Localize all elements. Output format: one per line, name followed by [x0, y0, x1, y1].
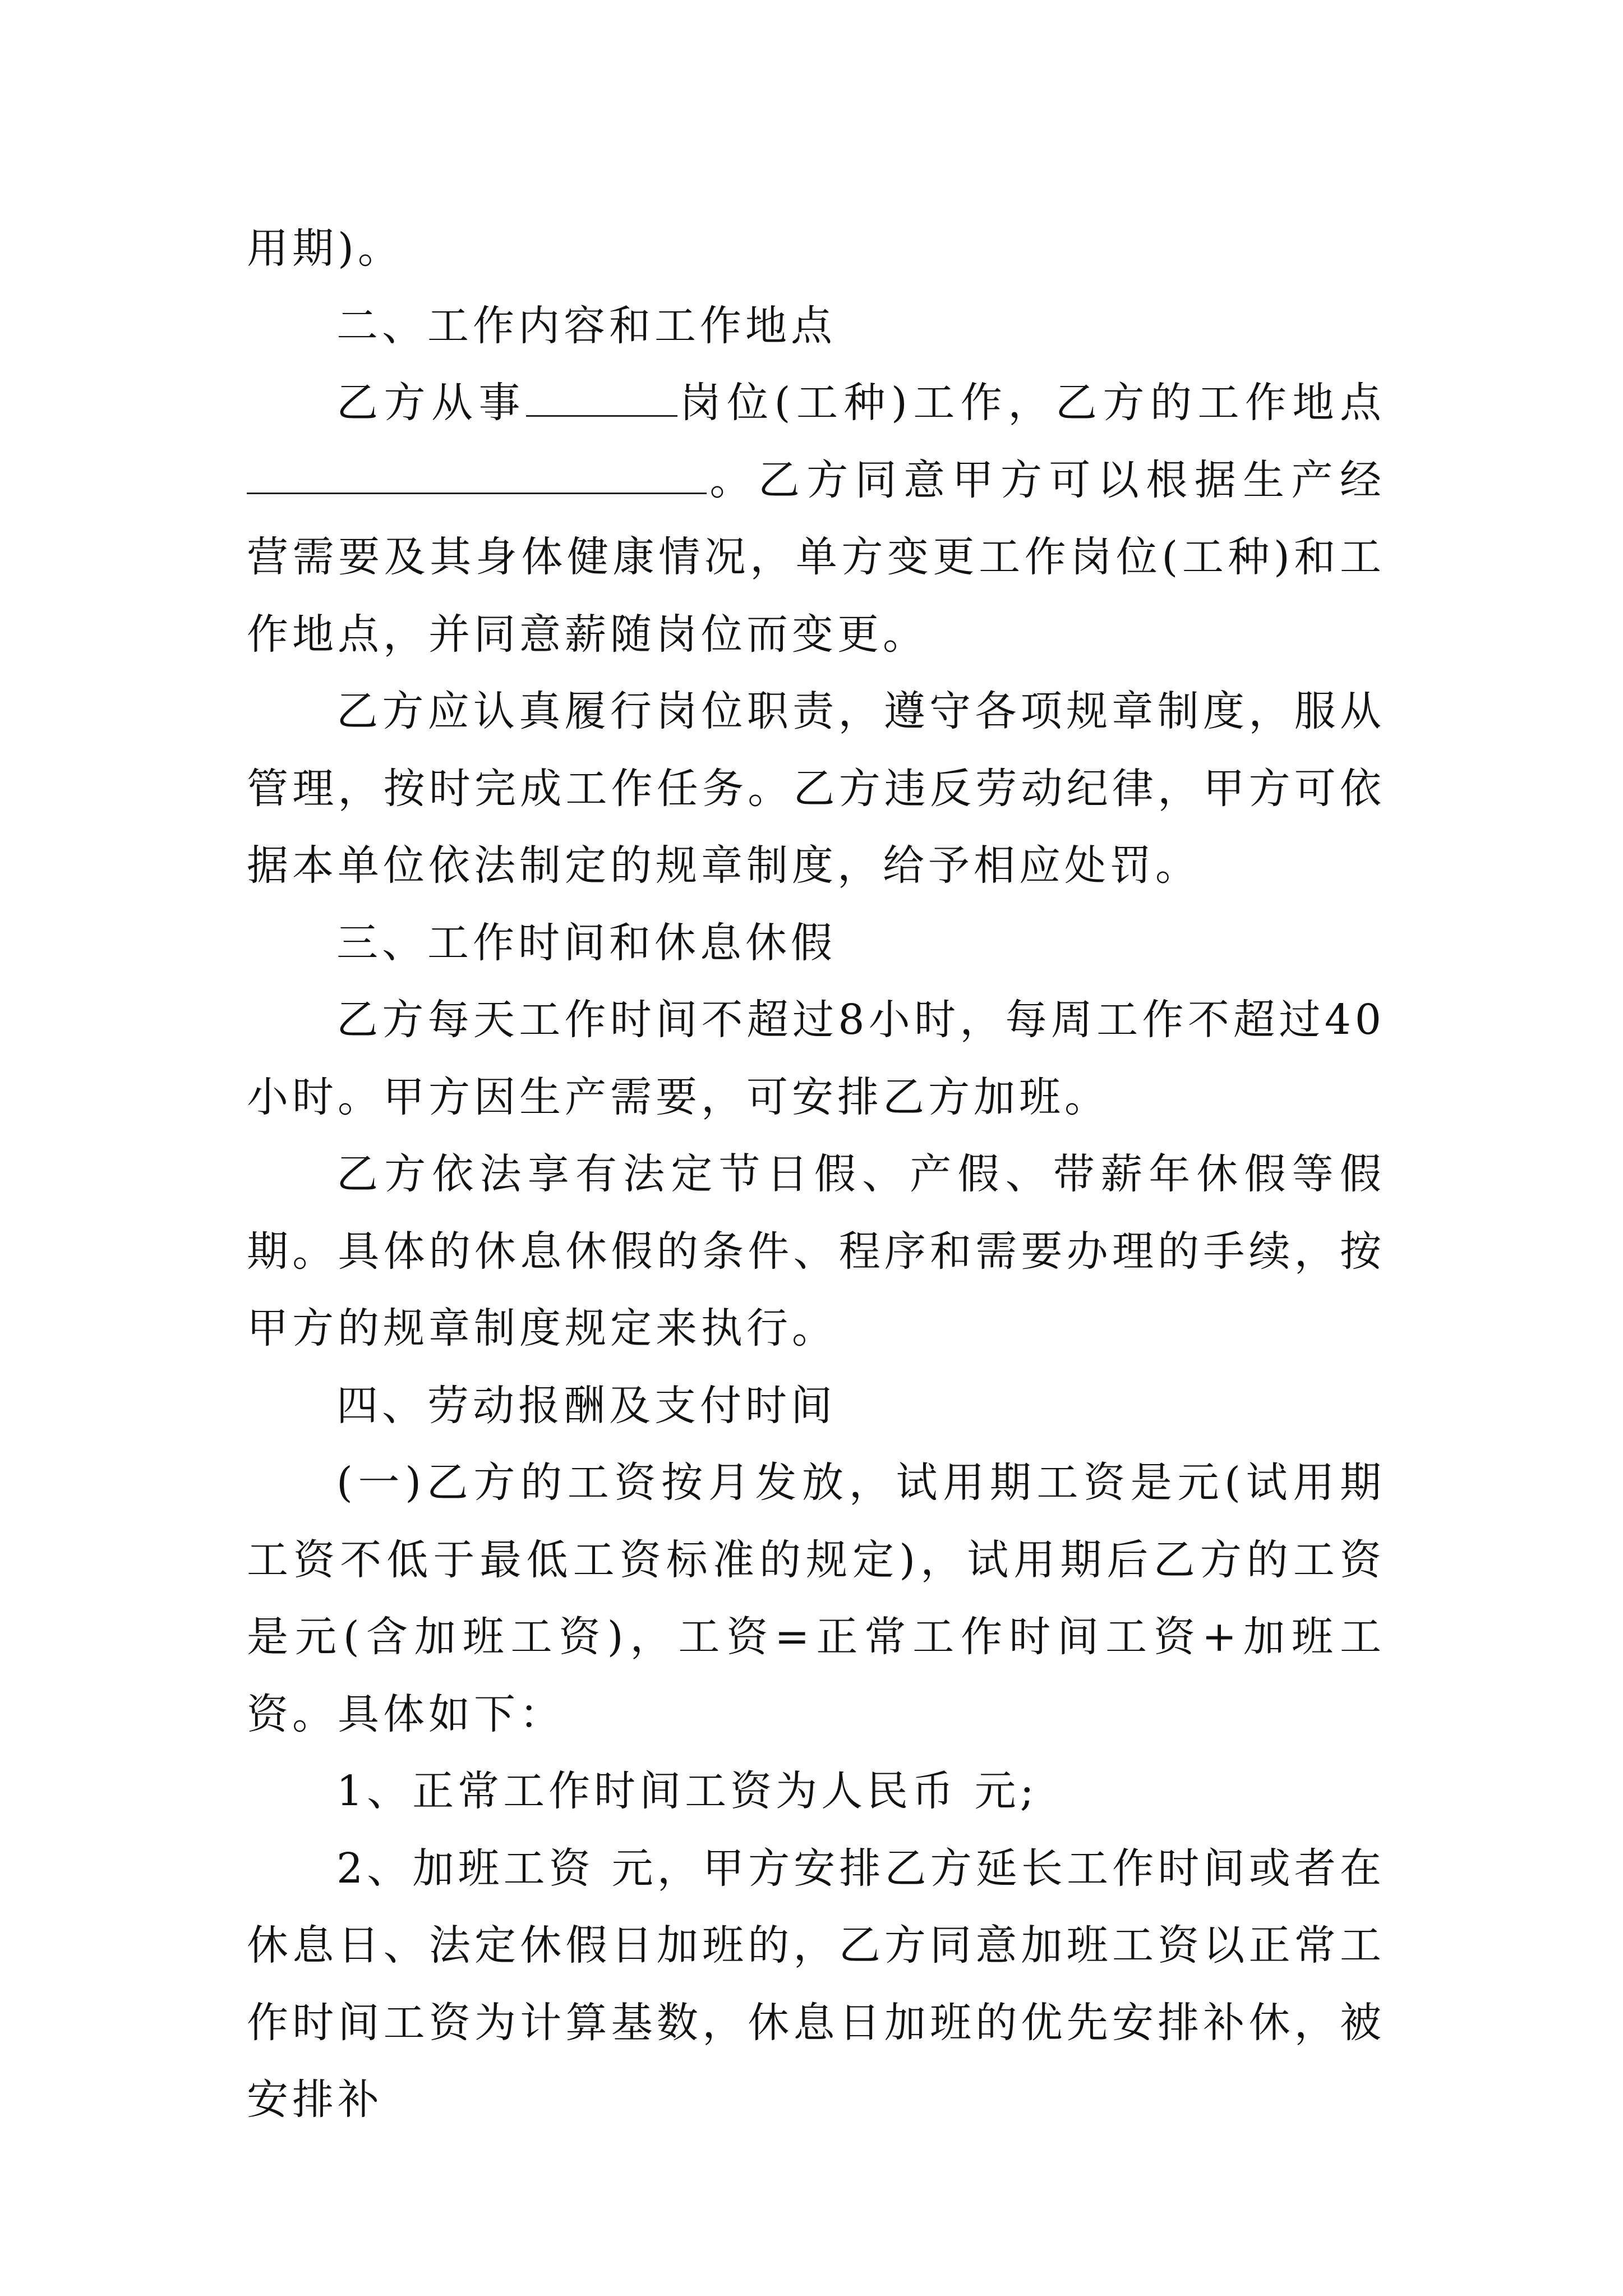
job-position-blank: [526, 374, 677, 417]
section-heading-3: 三、工作时间和休息休假: [336, 918, 836, 967]
work-location-blank: [247, 451, 707, 494]
paragraph-wages: (一)乙方的工资按月发放，试用期工资是元(试用期工资不低于最低工资标准的规定)，试用期后乙方的工资是元(含加班工资)，工资=正常工作时间工资+加班工资。具体如下：: [247, 1458, 1385, 1738]
paragraph-work-hours: 乙方每天工作时间不超过8小时，每周工作不超过40小时。甲方因生产需要，可安排乙方加班。: [247, 996, 1385, 1121]
paragraph-continuation: 用期)。: [247, 224, 403, 273]
section-heading-2: 二、工作内容和工作地点: [336, 301, 836, 350]
list-item-normal-wage: 1、正常工作时间工资为人民币 元;: [336, 1767, 1038, 1815]
section-heading-4: 四、劳动报酬及支付时间: [336, 1381, 836, 1430]
job-text-end: 。乙方同意甲方可以根据生产经营需要及其身体健康情况，单方变更工作岗位(工种)和工作地点，并同意薪随岗位而变更。: [247, 455, 1385, 659]
paragraph-job-location: [247, 365, 1385, 673]
list-item-overtime-wage: 2、加班工资 元，甲方安排乙方延长工作时间或者在休息日、法定休假日加班的，乙方同意加班工资以正常工作时间工资为计算基数，休息日加班的优先安排补休，被安排补: [247, 1844, 1385, 2124]
paragraph-duties: 乙方应认真履行岗位职责，遵守各项规章制度，服从管理，按时完成工作任务。乙方违反劳动纪律，甲方可依据本单位依法制定的规章制度，给予相应处罚。: [247, 687, 1385, 890]
document-body: [247, 210, 1385, 2139]
job-text-start: 乙方从事: [336, 379, 527, 427]
paragraph-leave: 乙方依法享有法定节日假、产假、带薪年休假等假期。具体的休息休假的条件、程序和需要办理的手续，按甲方的规章制度规定来执行。: [247, 1150, 1385, 1352]
job-text-middle: 岗位(工种)工作，乙方的工作地点: [677, 379, 1386, 427]
